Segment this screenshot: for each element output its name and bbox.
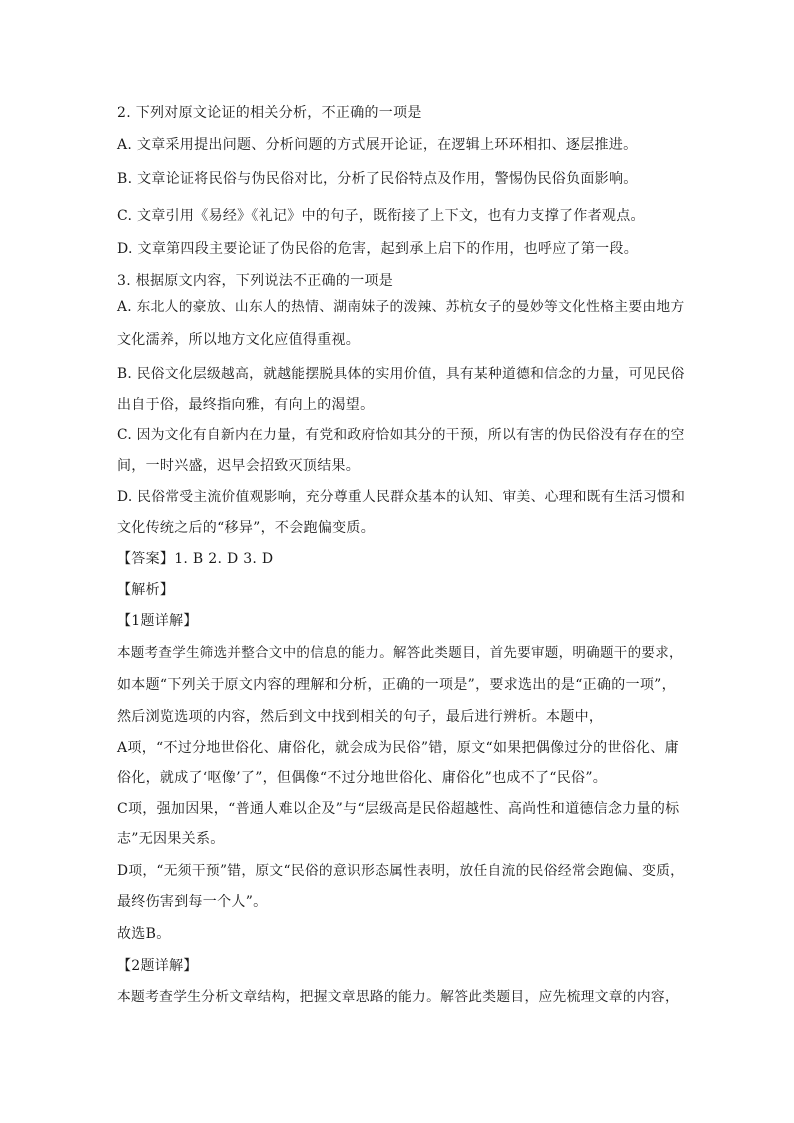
q3-option-c-line1: C. 因为文化有自新内在力量，有党和政府恰如其分的干预，所以有害的伪民俗没有存在的空 (117, 427, 685, 443)
q3-option-b-line1: B. 民俗文化层级越高，就越能摆脱具体的实用价值，具有某种道德和信念的力量，可见民俗 (117, 366, 685, 382)
answer-line: 【答案】1. B 2. D 3. D (117, 551, 274, 567)
q3-option-a-line2: 文化濡养，所以地方文化应值得重视。 (117, 332, 361, 348)
detail1-item-c-line1: C项，强加因果，“普通人难以企及”与“层级高是民俗超越性、高尚性和道德信念力量的标 (117, 801, 680, 817)
q3-option-c-line2: 间，一时兴盛，迟早会招致灭顶结果。 (117, 458, 361, 474)
detail1-paragraph-line3: 然后浏览选项的内容，然后到文中找到相关的句子，最后进行辨析。本题中， (117, 709, 604, 725)
q3-option-b-line2: 出自于俗，最终指向雅，有向上的渴望。 (117, 397, 375, 413)
detail1-item-a-line1: A项，“不过分地世俗化、庸俗化，就会成为民俗”错，原文“如果把偶像过分的世俗化、庸 (117, 740, 679, 756)
q3-stem: 3. 根据原文内容，下列说法不正确的一项是 (117, 273, 394, 289)
q3-option-d-line2: 文化传统之后的“移异”，不会跑偏变质。 (117, 520, 376, 536)
detail1-paragraph-line1: 本题考查学生筛选并整合文中的信息的能力。解答此类题目，首先要审题，明确题干的要求， (117, 645, 683, 661)
q2-stem: 2. 下列对原文论证的相关分析，不正确的一项是 (117, 105, 422, 121)
analysis-heading: 【解析】 (117, 582, 175, 598)
detail1-conclusion: 故选B。 (117, 926, 171, 942)
detail1-item-c-line2: 志”无因果关系。 (117, 831, 225, 847)
detail2-paragraph-line1: 本题考查学生分析文章结构，把握文章思路的能力。解答此类题目，应先梳理文章的内容， (117, 989, 680, 1005)
q2-option-a: A. 文章采用提出问题、分析问题的方式展开论证，在逻辑上环环相扣、逐层推进。 (117, 137, 638, 153)
detail1-item-a-line2: 俗化，就成了‘呕像’了”，但偶像“不过分地世俗化、庸俗化”也成不了“民俗”。 (117, 770, 608, 786)
q2-option-b: B. 文章论证将民俗与伪民俗对比，分析了民俗特点及作用，警惕伪民俗负面影响。 (117, 171, 638, 187)
detail2-heading: 【2题详解】 (117, 958, 198, 974)
detail1-item-d-line2: 最终伤害到每一个人”。 (117, 894, 268, 910)
q3-option-a-line1: A. 东北人的豪放、山东人的热情、湖南妹子的泼辣、苏杭女子的曼妙等文化性格主要由地方 (117, 299, 685, 315)
detail1-heading: 【1题详解】 (117, 613, 198, 629)
q3-option-d-line1: D. 民俗常受主流价值观影响，充分尊重人民群众基本的认知、审美、心理和既有生活习惯和 (117, 489, 686, 505)
q2-option-c: C. 文章引用《易经》《礼记》中的句子，既衔接了上下文，也有力支撑了作者观点。 (117, 208, 645, 224)
detail1-item-d-line1: D项，“无须干预”错，原文“民俗的意识形态属性表明，放任自流的民俗经常会跑偏、变质， (117, 863, 685, 879)
q2-option-d: D. 文章第四段主要论证了伪民俗的危害，起到承上启下的作用，也呼应了第一段。 (117, 241, 639, 257)
detail1-paragraph-line2: 如本题“下列关于原文内容的理解和分析，正确的一项是”，要求选出的是“正确的一项”， (117, 677, 676, 693)
